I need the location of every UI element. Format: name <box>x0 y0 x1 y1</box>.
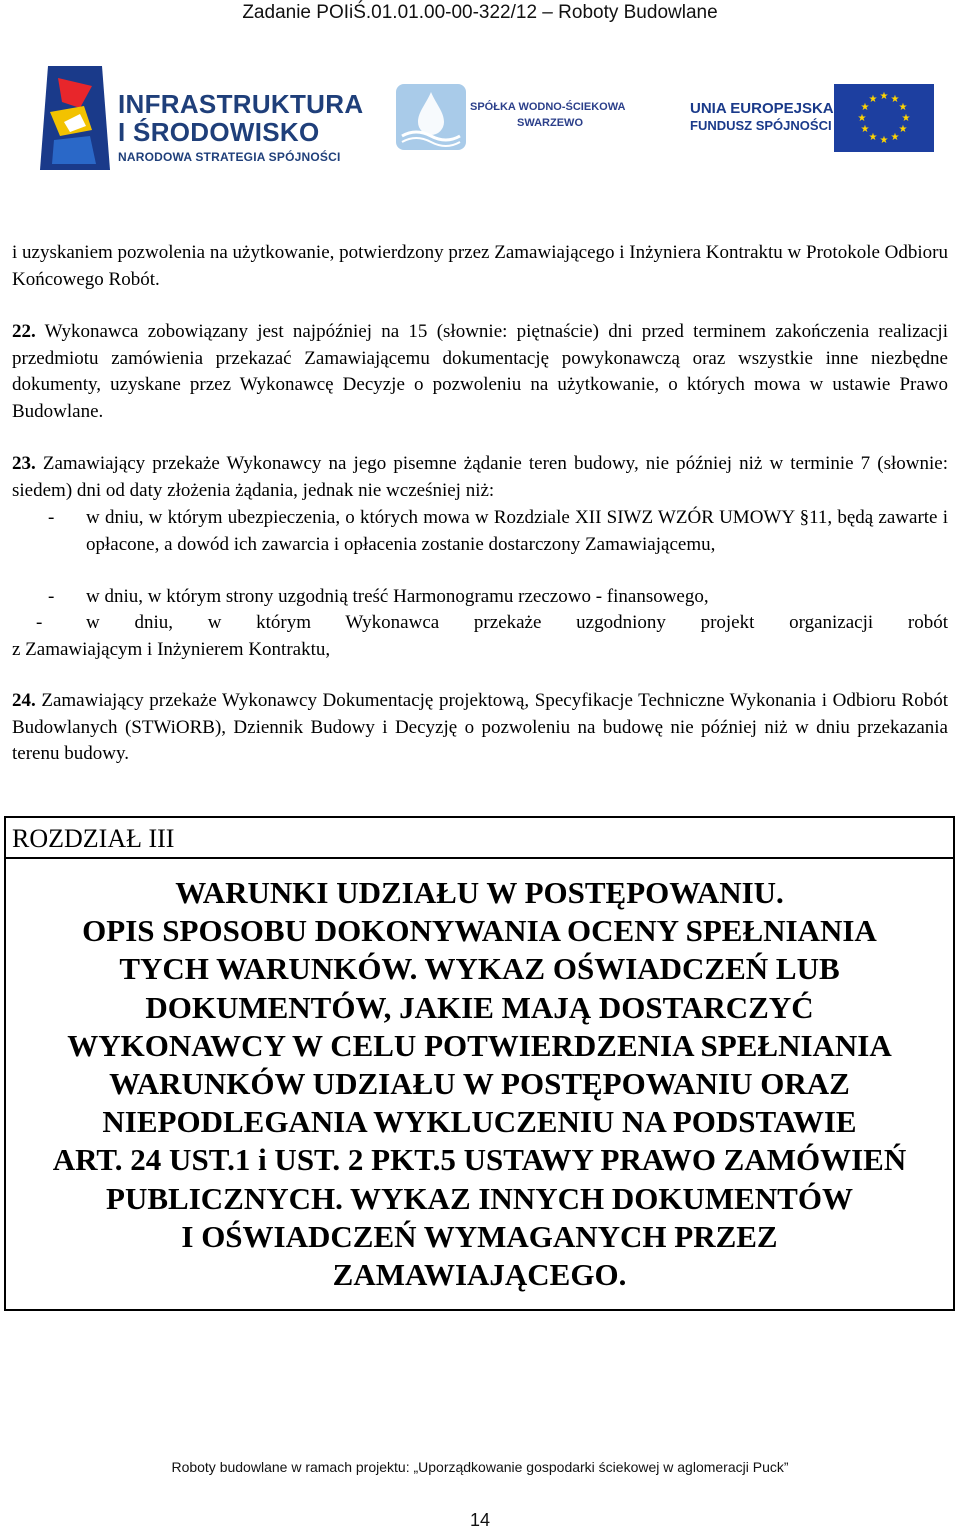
chapter-title-line: I OŚWIADCZEŃ WYMAGANYCH PRZEZ <box>181 1218 778 1254</box>
eu-logo-line1: UNIA EUROPEJSKA <box>690 100 834 117</box>
list-item-text: w dniu, w którym strony uzgodnią treść Harmonogramu rzeczowo - finansowego, <box>86 586 709 607</box>
chapter-header-row <box>6 818 953 859</box>
svg-text:★: ★ <box>879 91 889 102</box>
list-item-dash: - <box>48 507 55 528</box>
chapter-title-line: WARUNKI UDZIAŁU W POSTĘPOWANIU. <box>175 875 784 910</box>
infrastruktura-emblem-icon <box>40 66 110 170</box>
chapter-title <box>6 874 953 1294</box>
list-item-text: w dniu, w którym ubezpieczenia, o których mowa w Rozdziale XII SIWZ WZÓR UMOWY §11, będą zawarte i opłacone, a dowód ich zawarcia i opłacenia zostanie dostarczony Zamawiającemu, <box>86 507 948 555</box>
paragraph-23-text: Zamawiający przekaże Wykonawcy na jego pisemne żądanie teren budowy, nie później niż w terminie 7 (słownie: siedem) dni od daty złożenia żądania, jednak nie wcześniej niż: <box>12 453 948 501</box>
page-footer-text: Roboty budowlane w ramach projektu: „Uporządkowanie gospodarki ściekowej w aglomeracji Puck” <box>171 1459 789 1475</box>
svg-text:★: ★ <box>860 102 870 113</box>
infrastruktura-logo-line3: NARODOWA STRATEGIA SPÓJNOŚCI <box>118 150 341 164</box>
eu-flag-icon <box>834 84 934 152</box>
chapter-title-line: WARUNKÓW UDZIAŁU W POSTĘPOWANIU ORAZ <box>109 1066 850 1102</box>
paragraph-23 <box>12 451 948 504</box>
chapter-title-line: DOKUMENTÓW, JAKIE MAJĄ DOSTARCZYĆ <box>145 989 814 1025</box>
list-item-dash: - <box>48 586 55 607</box>
eu-logo-line2: FUNDUSZ SPÓJNOŚCI <box>690 118 832 133</box>
water-company-logo-line1: SPÓŁKA WODNO-ŚCIEKOWA <box>470 101 626 113</box>
chapter-title-line: NIEPODLEGANIA WYKLUCZENIU NA PODSTAWIE <box>102 1104 857 1140</box>
svg-text:★: ★ <box>879 135 889 146</box>
water-company-logo-line2: SWARZEWO <box>517 117 583 129</box>
chapter-title-line: TYCH WARUNKÓW. WYKAZ OŚWIADCZEŃ LUB <box>119 951 840 987</box>
chapter-title-line: PUBLICZNYCH. WYKAZ INNYCH DOKUMENTÓW <box>106 1180 853 1216</box>
chapter-title-line: WYKONAWCY W CELU POTWIERDZENIA SPEŁNIANIA <box>67 1027 892 1063</box>
infrastruktura-logo <box>40 66 364 170</box>
svg-text:★: ★ <box>868 132 878 143</box>
chapter-title-line: ART. 24 UST.1 i UST. 2 PKT.5 USTAWY PRAWO ZAMÓWIEŃ <box>52 1142 907 1178</box>
chapter-box <box>4 816 955 1311</box>
svg-text:★: ★ <box>898 102 908 113</box>
chapter-title-line: OPIS SPOSOBU DOKONYWANIA OCENY SPEŁNIANIA <box>82 913 877 949</box>
list-item-dash: - <box>36 612 43 633</box>
paragraph-24 <box>12 688 948 768</box>
eu-cohesion-fund-logo <box>690 84 940 152</box>
paragraph-23-number: 23. <box>12 453 36 474</box>
svg-text:★: ★ <box>898 124 908 135</box>
list-item-continuation: z Zamawiającym i Inżynierem Kontraktu, <box>12 639 331 660</box>
paragraph-22-number: 22. <box>12 321 36 342</box>
list-item-text: w dniu, w którym Wykonawca przekaże uzgodniony projekt organizacji robót <box>86 612 948 633</box>
paragraph-continuation: i uzyskaniem pozwolenia na użytkowanie, potwierdzony przez Zamawiającego i Inżyniera Kontraktu w Protokole Odbioru Końcowego Robót. <box>12 242 948 290</box>
chapter-label: ROZDZIAŁ III <box>12 824 175 853</box>
svg-text:★: ★ <box>860 124 870 135</box>
chapter-title-line: ZAMAWIAJĄCEGO. <box>332 1257 627 1293</box>
paragraph-24-number: 24. <box>12 690 36 711</box>
paragraph-22 <box>12 319 948 425</box>
document-header-title: Zadanie POIiŚ.01.01.00-00-322/12 – Roboty Budowlane <box>242 2 718 23</box>
page-number: 14 <box>469 1510 491 1530</box>
svg-text:★: ★ <box>868 94 878 105</box>
water-company-logo <box>396 84 646 150</box>
svg-text:★: ★ <box>890 132 900 143</box>
svg-text:★: ★ <box>857 113 867 124</box>
infrastruktura-logo-line1: INFRASTRUKTURA <box>118 89 364 119</box>
paragraph-24-text: Zamawiający przekaże Wykonawcy Dokumentację projektową, Specyfikacje Techniczne Wykonania i Odbioru Robót Budowlanych (STWiORB), Dziennik Budowy i Decyzję o pozwoleniu na budowę nie później niż w dniu przekazania terenu budowy. <box>12 690 948 764</box>
infrastruktura-logo-line2: I ŚRODOWISKO <box>118 117 320 147</box>
svg-text:★: ★ <box>901 113 911 124</box>
svg-text:★: ★ <box>890 94 900 105</box>
water-drop-icon <box>396 84 466 150</box>
paragraph-22-text: Wykonawca zobowiązany jest najpóźniej na 15 (słownie: piętnaście) dni przed terminem zakończenia realizacji przedmiotu zamówienia przekazać Zamawiającemu dokumentację powykonawczą oraz wszystkie inne niezbędne dokumenty, uzyskane przez Wykonawcę Decyzje o pozwoleniu na użytkowanie, o których mowa w ustawie Prawo Budowlane. <box>12 321 948 422</box>
